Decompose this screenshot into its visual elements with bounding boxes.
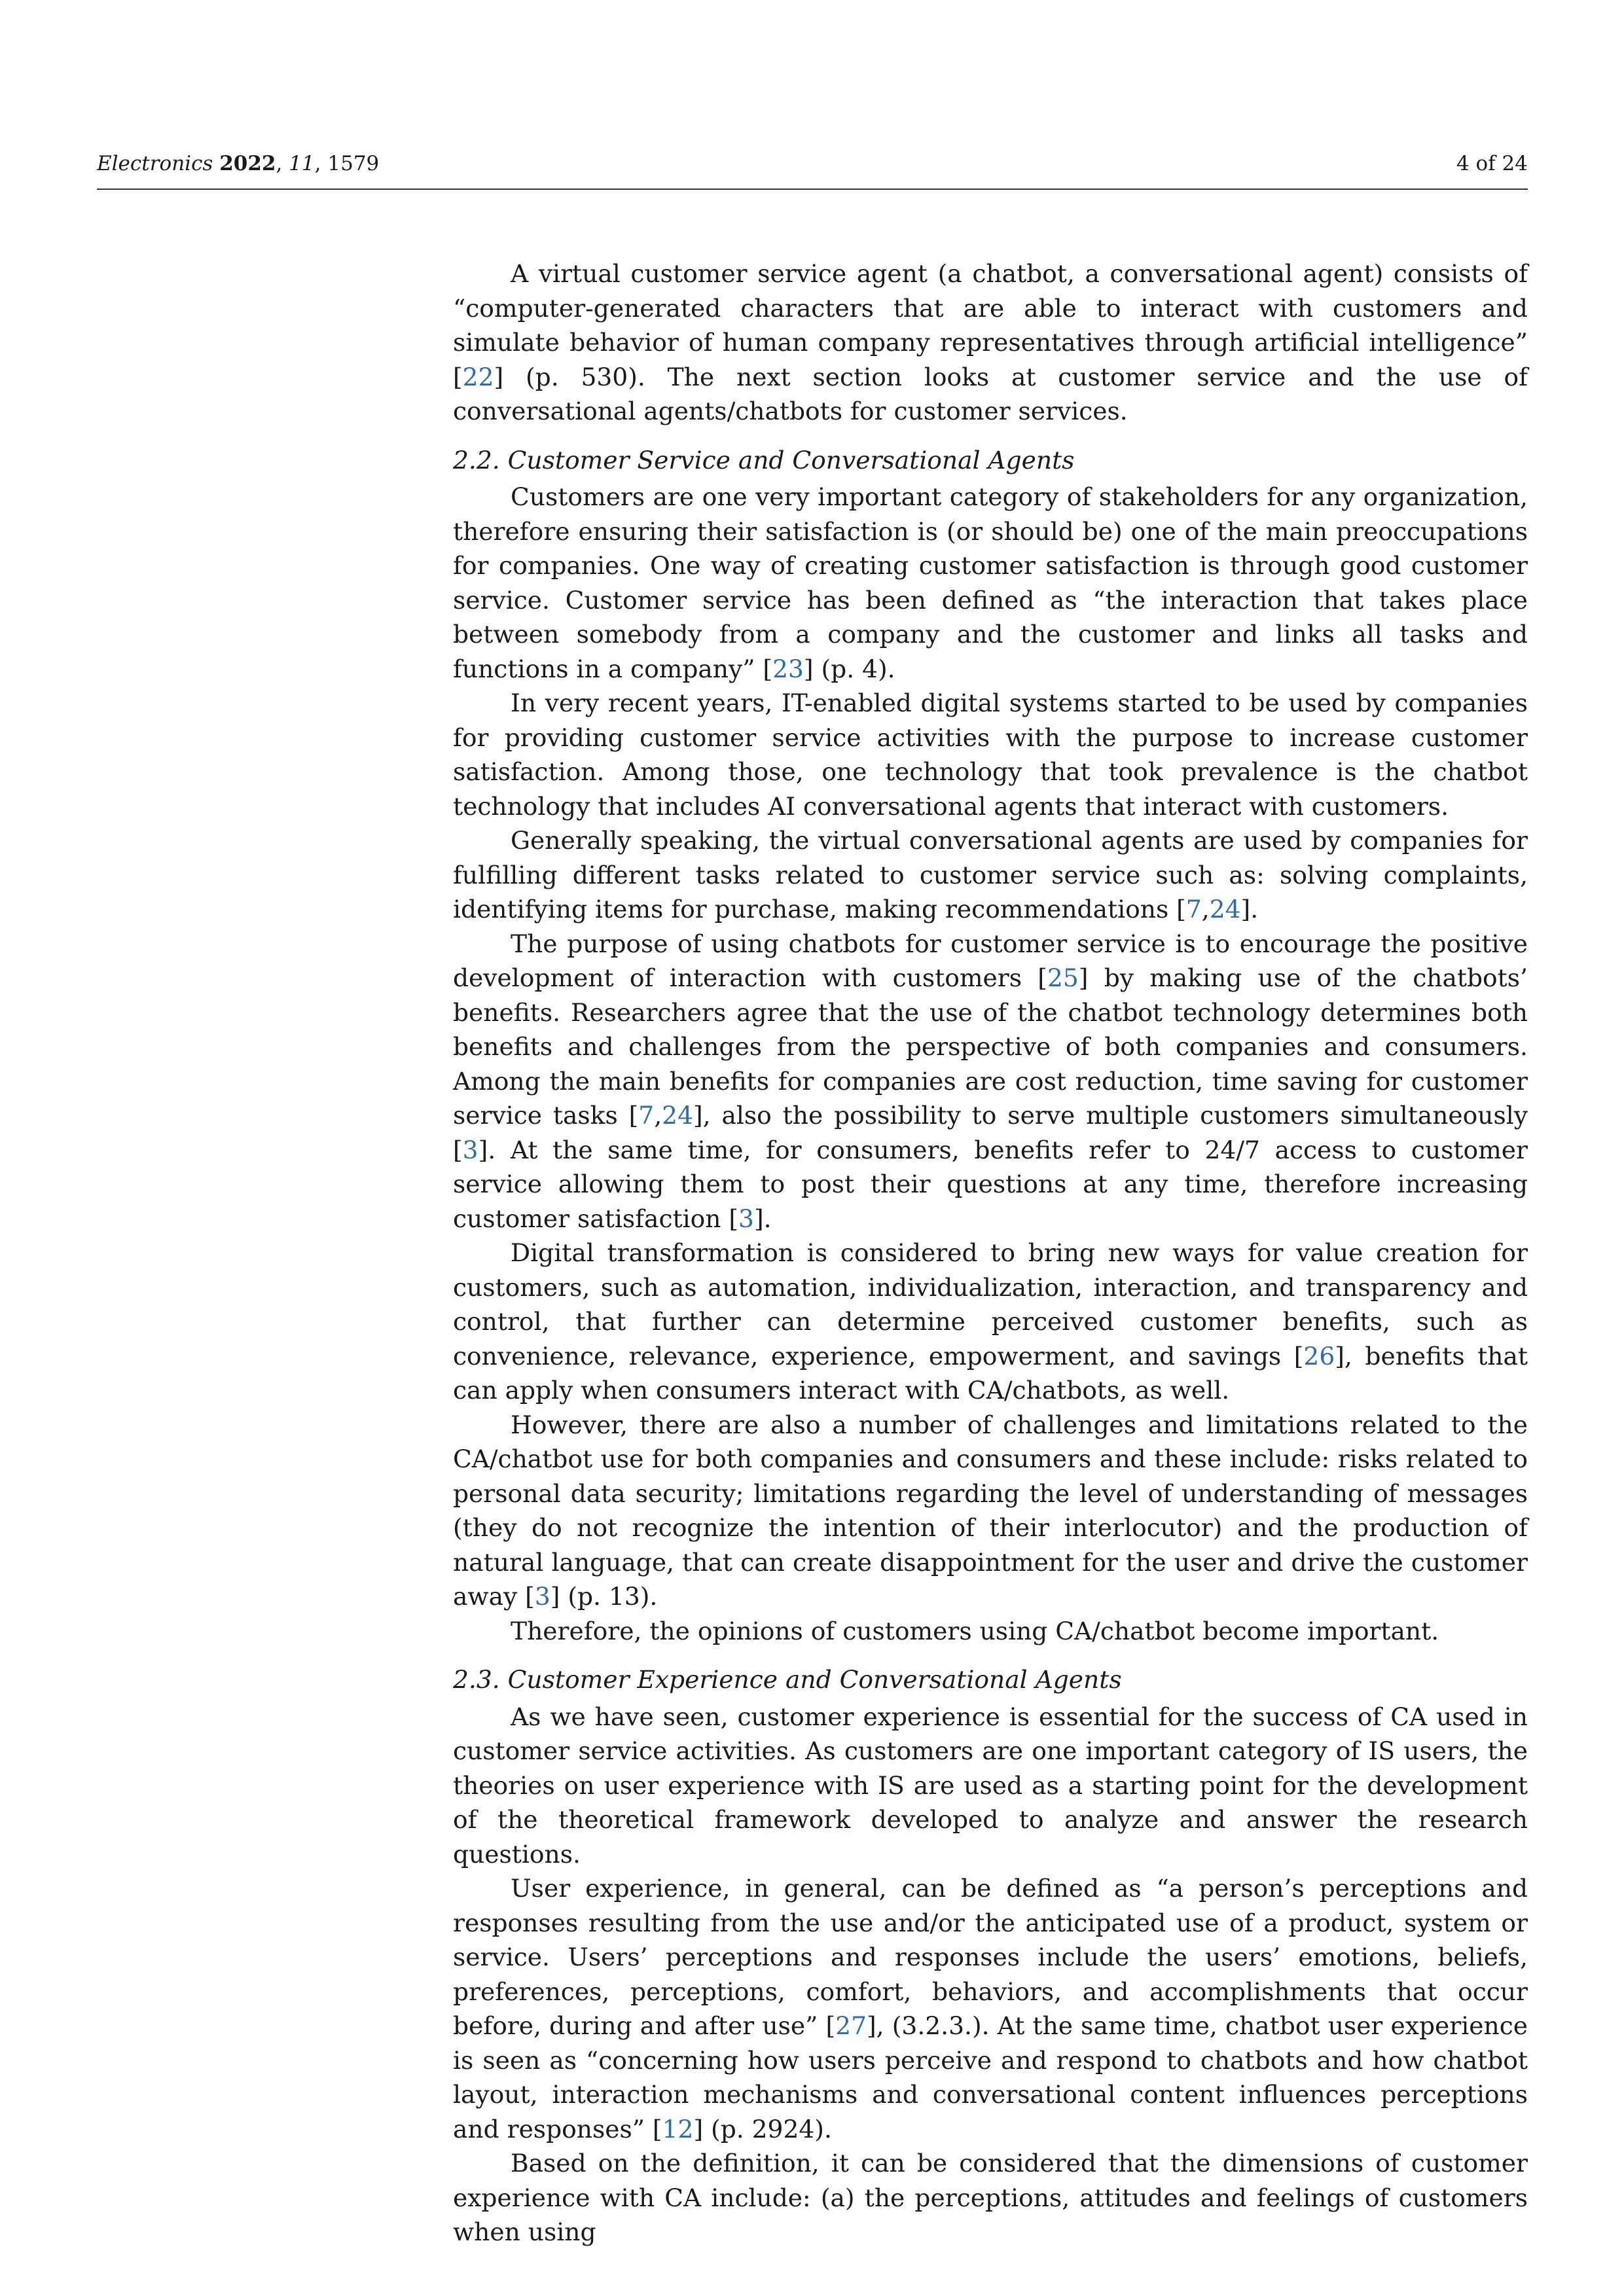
citation-link[interactable]: 7 (638, 1101, 655, 1130)
citation-link[interactable]: 25 (1047, 963, 1079, 992)
paragraph-text: A virtual customer service agent (a chatbot, a conversational agent) consists of “computer-generated characters that are able to interact with customers and simulate behavior of human company representatives through artificial intelligence” [ (453, 259, 1528, 391)
paragraph-text: As we have seen, customer experience is essential for the success of CA used in customer service activities. As customers are one important category of IS users, the theories on user experience with IS are used as a starting point for the development of the theoretical framework developed to analyze and answer the research questions. (453, 1702, 1528, 1869)
journal-name: Electronics (97, 152, 213, 175)
paragraph-text: Based on the definition, it can be considered that the dimensions of customer experience with CA include: (a) the perceptions, attitudes and feelings of customers when using (453, 2149, 1528, 2246)
paragraph (453, 927, 1528, 1236)
citation-link[interactable]: 3 (462, 1135, 478, 1164)
paragraph (453, 686, 1528, 823)
paragraph-text: ] (p. 530). The next section looks at customer service and the use of conversational agents/chatbots for customer services. (453, 362, 1528, 425)
paragraph (453, 1700, 1528, 1872)
paragraph-text: However, there are also a number of challenges and limitations related to the CA/chatbot use for both companies and consumers and these include: risks related to personal data security; limitations regarding the level of understanding of messages (they do not recognize the intention of their interlocutor) and the production of natural language, that can create disappointment for the user and drive the customer away [ (453, 1410, 1528, 1611)
paragraph (453, 1614, 1528, 1649)
paragraph (453, 2146, 1528, 2250)
paragraph-text: ]. (1240, 895, 1259, 924)
citation-link[interactable]: 12 (662, 2114, 694, 2144)
citation-link[interactable]: 22 (462, 362, 494, 391)
paragraph-text: ] (p. 4). (803, 654, 895, 683)
paragraph-text: ] (p. 13). (550, 1582, 658, 1611)
paragraph (453, 480, 1528, 686)
paragraph-text: ], (3.2.3.). At the same time, chatbot user experience is seen as “concerning how users perceive and respond to chatbots and how chatbot layout, interaction mechanisms and conversational content influences perceptions and responses” [ (453, 2011, 1528, 2144)
paragraph (453, 1408, 1528, 1614)
citation-link[interactable]: 26 (1303, 1341, 1335, 1371)
citation-link[interactable]: 3 (534, 1582, 550, 1611)
main-body-text (453, 257, 1528, 2250)
paragraph (453, 823, 1528, 927)
citation-link[interactable]: 23 (772, 654, 804, 683)
paragraph-text: ]. (753, 1204, 772, 1233)
paragraph (453, 1871, 1528, 2146)
paragraph-text: Therefore, the opinions of customers using CA/chatbot become important. (511, 1616, 1439, 1645)
running-header (97, 149, 1528, 190)
paragraph-text: Generally speaking, the virtual conversational agents are used by companies for fulfilling different tasks related to customer service such as: solving complaints, identifying items for purchase, making recommendations [ (453, 826, 1528, 924)
page-number: 4 of 24 (1456, 152, 1528, 175)
journal-volume: 11 (289, 152, 315, 175)
paragraph (453, 257, 1528, 429)
paragraph-text: In very recent years, IT-enabled digital systems started to be used by companies for providing customer service activities with the purpose to increase customer satisfaction. Among those, one technology that took prevalence is the chatbot technology that includes AI conversational agents that interact with customers. (453, 689, 1528, 821)
paragraph-text: ] (p. 2924). (693, 2114, 832, 2144)
section-heading-2-2: 2.2. Customer Service and Conversational Agents (453, 445, 1075, 475)
citation-link[interactable]: 3 (738, 1204, 754, 1233)
section-heading-2-3: 2.3. Customer Experience and Conversational Agents (453, 1665, 1122, 1694)
citation-link[interactable]: 24 (1209, 895, 1241, 924)
paragraph-text: Customers are one very important category of stakeholders for any organization, therefore ensuring their satisfaction is (or should be) one of the main preoccupations for companies. One way of creating customer satisfaction is through good customer service. Customer service has been defined as “the interaction that takes place between somebody from a company and the customer and links all tasks and functions in a company” [ (453, 482, 1528, 683)
citation-link[interactable]: 7 (1185, 895, 1202, 924)
paragraph-text: ], benefits that can apply when consumers interact with CA/chatbots, as well. (453, 1341, 1528, 1405)
paragraph-text: Digital transformation is considered to bring new ways for value creation for customers, such as automation, individualization, interaction, and transparency and control, that further can determine perceived customer benefits, such as convenience, relevance, experience, empowerment, and savings [ (453, 1238, 1528, 1371)
citation-link[interactable]: 24 (662, 1101, 693, 1130)
journal-reference: Electronics 2022, 11, 1579 (97, 152, 380, 175)
paragraph (453, 1236, 1528, 1408)
paragraph-text: ] by making use of the chatbots’ benefits. Researchers agree that the use of the chatbot technology determines both benefits and challenges from the perspective of both companies and consumers. Among the main benefits for companies are cost reduction, time saving for customer service tasks [ (453, 963, 1528, 1130)
journal-year: 2022 (219, 152, 276, 175)
paragraph-text: User experience, in general, can be defined as “a person’s perceptions and responses resulting from the use and/or the anticipated use of a product, system or service. Users’ perceptions and responses include the users’ emotions, beliefs, preferences, perceptions, comfort, behaviors, and accomplishments that occur before, during and after use” [ (453, 1874, 1528, 2040)
citation-link[interactable]: 27 (835, 2011, 867, 2040)
paragraph-text: ]. At the same time, for consumers, benefits refer to 24/7 access to customer service allowing them to post their questions at any time, therefore increasing customer satisfaction [ (453, 1135, 1528, 1233)
article-number: 1579 (327, 152, 380, 175)
paragraph-text: , (1201, 895, 1210, 924)
paragraph-text: , (654, 1101, 662, 1130)
paragraph-text: ], also the possibility to serve multiple customers simultaneously [ (453, 1101, 1528, 1164)
paragraph-text: The purpose of using chatbots for customer service is to encourage the positive development of interaction with customers [ (453, 929, 1528, 992)
